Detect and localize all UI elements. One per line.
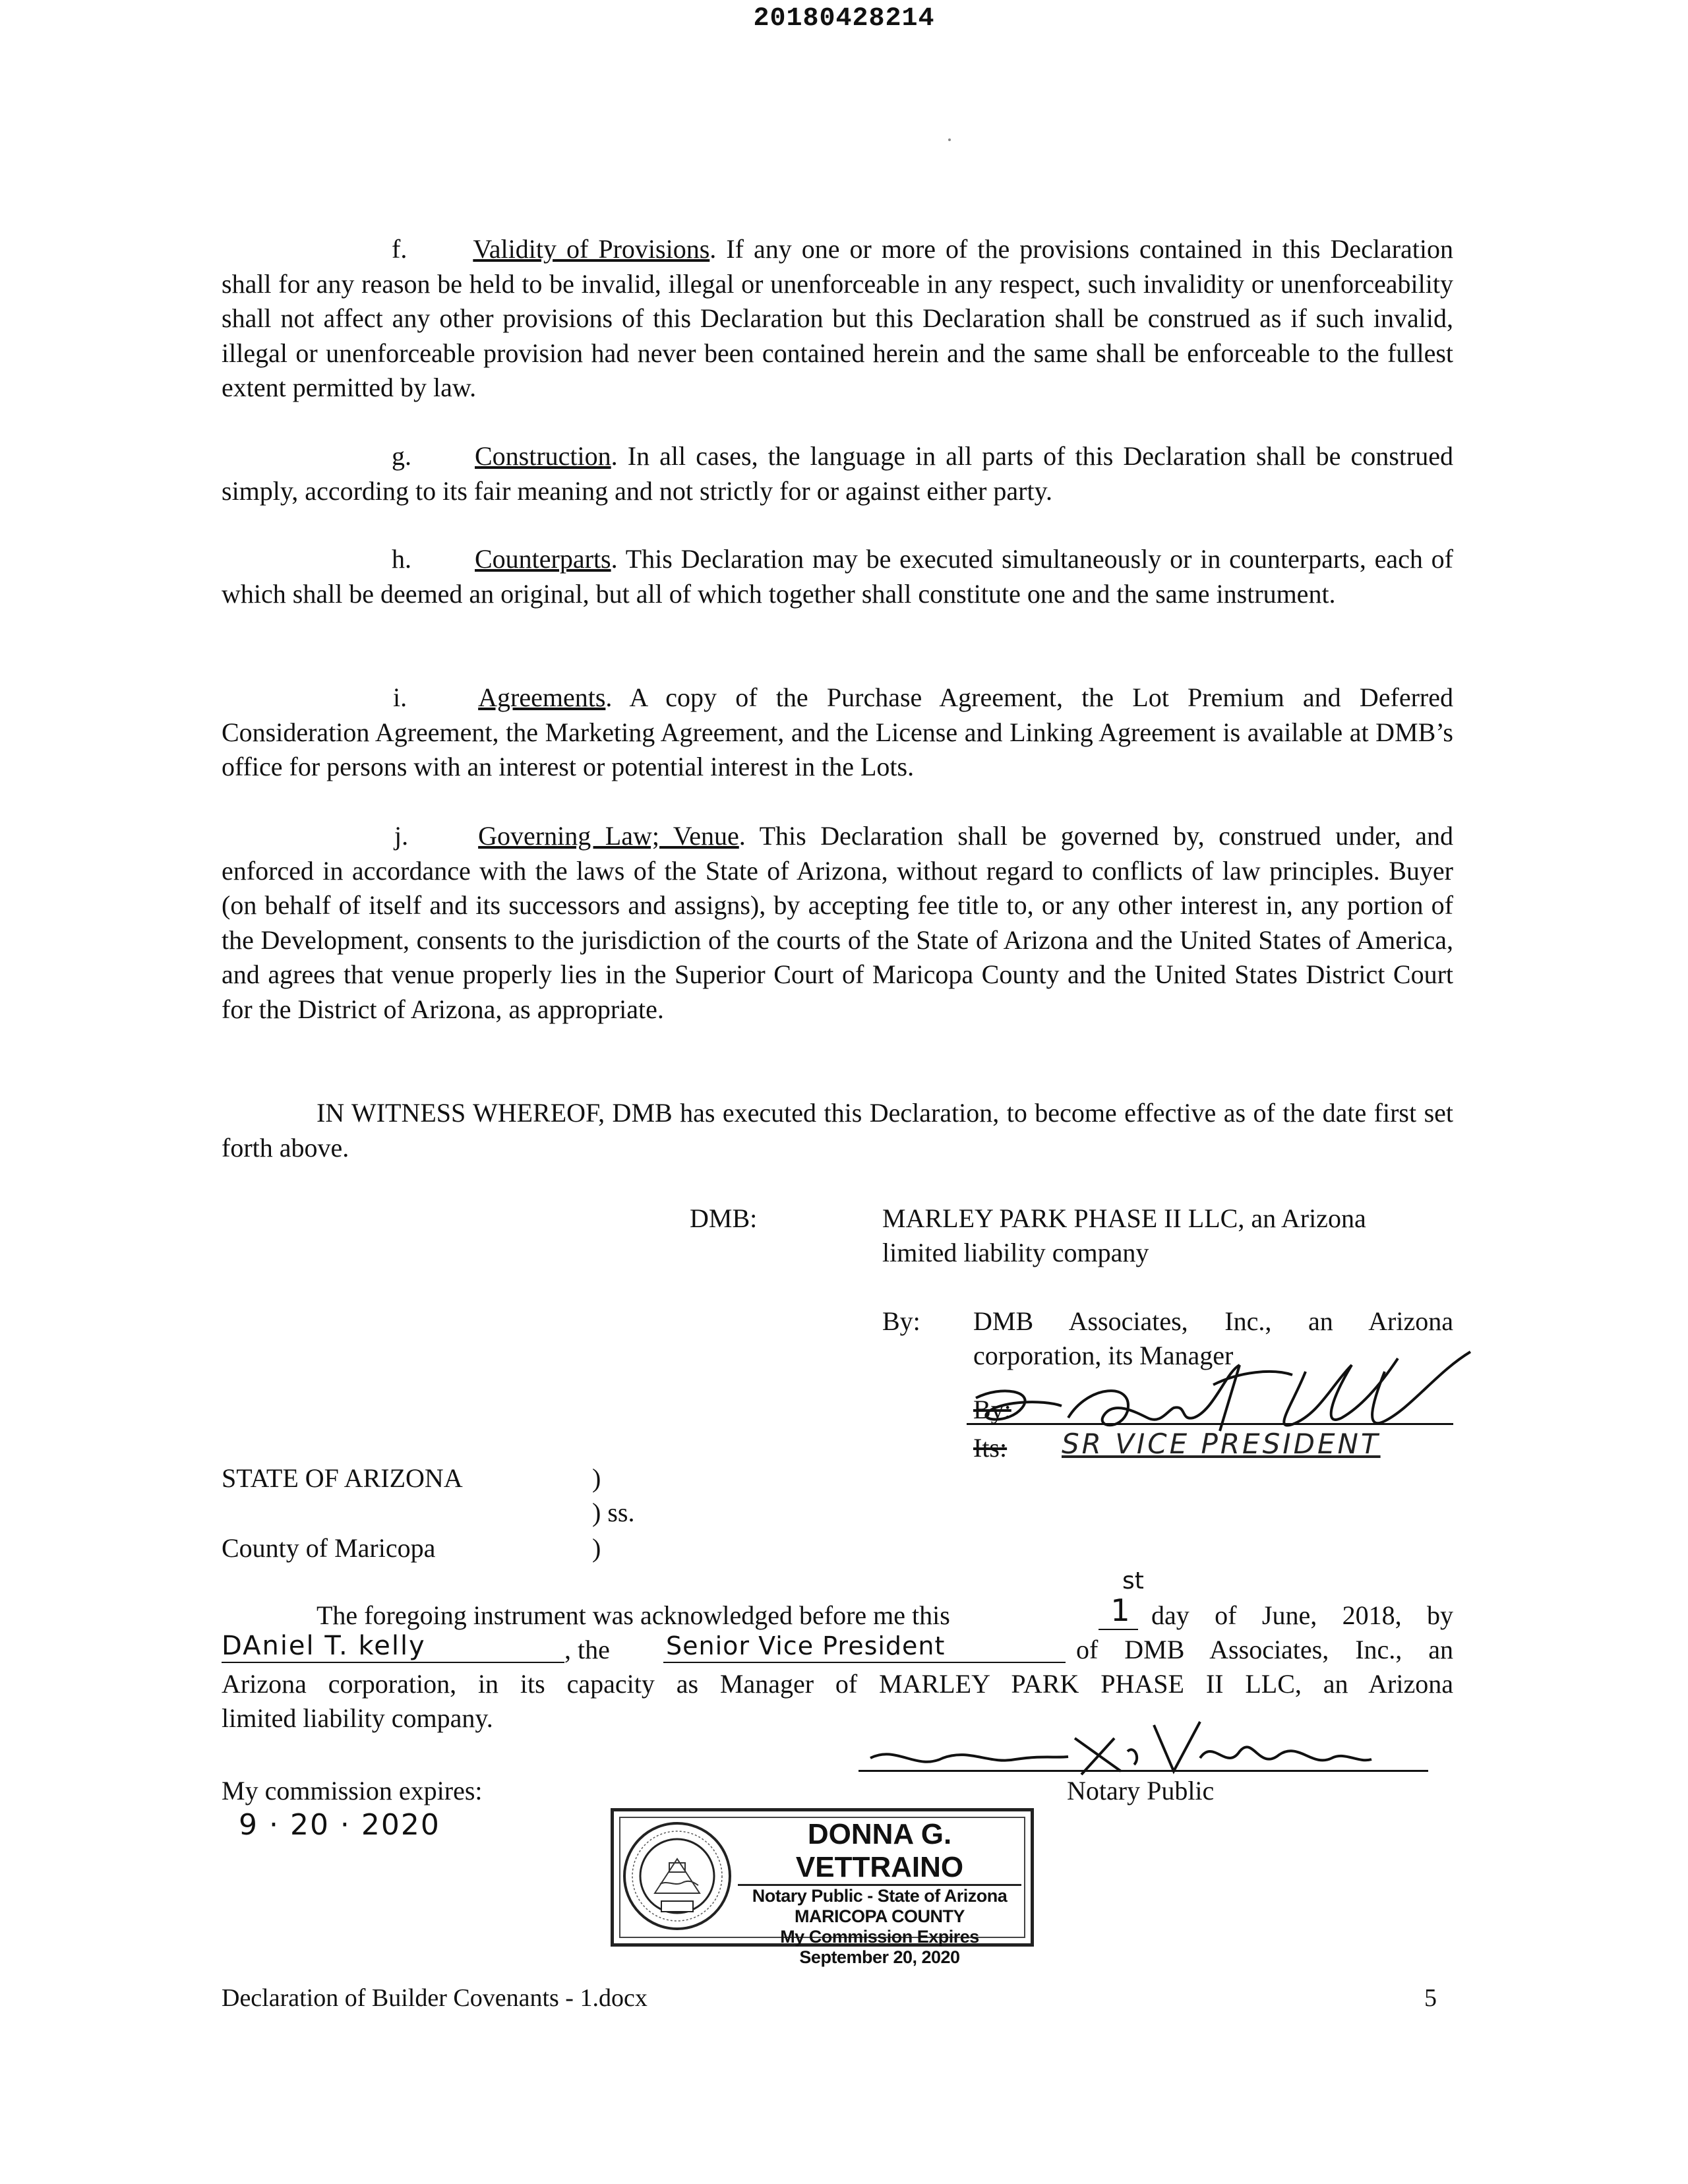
paragraph-heading: Counterparts	[475, 544, 611, 574]
signature-graphic	[963, 1345, 1490, 1457]
ack-line-2b: of DMB Associates, Inc., an	[1076, 1635, 1453, 1664]
day-line	[1099, 1629, 1138, 1630]
footer-document-name: Declaration of Builder Covenants - 1.docx	[222, 1984, 648, 2012]
venue-ss: ) ss.	[592, 1498, 635, 1527]
stamp-line-2: MARICOPA COUNTY	[795, 1906, 965, 1926]
ack-day-suffix-handwritten: st	[1122, 1567, 1144, 1594]
by-label: By:	[882, 1306, 920, 1336]
ack-line-3: Arizona corporation, in its capacity as Manager of MARLEY PARK PHASE II LLC, an Arizona	[222, 1669, 1453, 1699]
venue-state: STATE OF ARIZONA	[222, 1463, 463, 1493]
stamp-line-3: My Commission Expires	[780, 1927, 979, 1947]
stamp-notary-name: DONNA G. VETTRAINO	[738, 1818, 1021, 1886]
ack-line-1a: The foregoing instrument was acknowledged before me this	[316, 1600, 950, 1630]
commission-label: My commission expires:	[222, 1776, 483, 1805]
venue-paren-1: )	[592, 1463, 601, 1493]
paragraph-heading: Construction	[475, 441, 611, 471]
manager-line-1: DMB Associates, Inc., an Arizona	[973, 1306, 1453, 1336]
speck	[948, 138, 951, 141]
witness-clause	[222, 1096, 1453, 1165]
ack-the: , the	[564, 1635, 610, 1664]
by2-label: By:	[973, 1395, 1011, 1424]
venue-county: County of Maricopa	[222, 1533, 436, 1563]
venue-paren-3: )	[592, 1533, 601, 1563]
paragraph-body: . If any one or more of the provisions contained in this Declaration shall for any reason be held to be invalid, illegal or unenforceable in any respect, such invalidity or unenforceability shall not affect any other provisions of this Declaration but this Declaration shall be construed as if such invalid, illegal or unenforceable provision had never been contained herein and the same shall be enforceable to the fullest extent permitted by law.	[222, 234, 1454, 402]
recording-number: 20180428214	[753, 4, 935, 34]
title-line	[663, 1662, 1066, 1663]
stamp-line-1: Notary Public - State of Arizona	[752, 1886, 1008, 1906]
paragraph-g	[222, 439, 1453, 508]
party-label: DMB:	[690, 1203, 758, 1233]
paragraph-h	[222, 542, 1453, 611]
notary-stamp	[611, 1808, 1034, 1967]
paragraph-f	[222, 232, 1453, 406]
ack-name-handwritten: DAniel T. kelly	[222, 1631, 426, 1661]
stamp-line-4: September 20, 2020	[799, 1947, 960, 1967]
paragraph-body: . In all cases, the language in all parts of this Declaration shall be construed simply, according to its fair meaning and not strictly for or against either party.	[222, 441, 1453, 506]
entity-line-2: limited liability company	[882, 1238, 1149, 1267]
paragraph-body: . A copy of the Purchase Agreement, the Lot Premium and Deferred Consideration Agreement, the Marketing Agreement, and the License and Linking Agreement is available at DMB’s office for persons with an interest or potential interest in the Lots.	[222, 682, 1453, 781]
paragraph-heading: Agreements	[478, 682, 606, 712]
paragraph-i	[222, 681, 1453, 785]
commission-date-handwritten: 9 · 20 · 2020	[239, 1808, 440, 1842]
notary-signature-line	[859, 1770, 1428, 1772]
paragraph-body: . This Declaration shall be governed by, construed under, and enforced in accordance with the laws of the State of Arizona, without regard to conflicts of law principles. Buyer (on behalf of itself and its successors and assigns), by accepting fee title to, or any other interest in, any portion of the Development, consents to the jurisdiction of the courts of the State of Arizona and the United States of America, and agrees that venue properly lies in the Superior Court of Maricopa County and the United States District Court for the District of Arizona, as appropriate.	[222, 821, 1454, 1024]
its-handwritten: SR VICE PRESIDENT	[1062, 1428, 1381, 1460]
paragraph-heading: Validity of Provisions	[473, 234, 710, 264]
paragraph-label: f.	[392, 234, 407, 264]
ack-title-handwritten: Senior Vice President	[666, 1631, 946, 1660]
manager-line-2: corporation, its Manager	[973, 1341, 1234, 1370]
entity-line-1: MARLEY PARK PHASE II LLC, an Arizona	[882, 1203, 1366, 1233]
ack-line-4: limited liability company.	[222, 1703, 493, 1733]
paragraph-label: h.	[392, 544, 411, 574]
paragraph-label: i.	[393, 682, 407, 712]
paragraph-heading: Governing Law; Venue	[478, 821, 739, 851]
name-line	[222, 1662, 564, 1663]
paragraph-label: g.	[392, 441, 411, 471]
notary-label: Notary Public	[1067, 1776, 1215, 1805]
ack-line-1b: day of June, 2018, by	[1151, 1600, 1453, 1630]
paragraph-body: . This Declaration may be executed simultaneously or in counterparts, each of which shall be deemed an original, but all of which together shall constitute one and the same instrument.	[222, 544, 1453, 609]
ack-day-handwritten: 1	[1110, 1592, 1130, 1628]
footer-page-number: 5	[1424, 1984, 1437, 2012]
witness-text: IN WITNESS WHEREOF, DMB has executed this Declaration, to become effective as of the date first set forth above.	[222, 1098, 1453, 1163]
paragraph-label: j.	[394, 821, 409, 851]
its-label: Its:	[973, 1433, 1008, 1463]
state-seal-icon	[622, 1821, 733, 1931]
paragraph-j	[222, 819, 1453, 1027]
